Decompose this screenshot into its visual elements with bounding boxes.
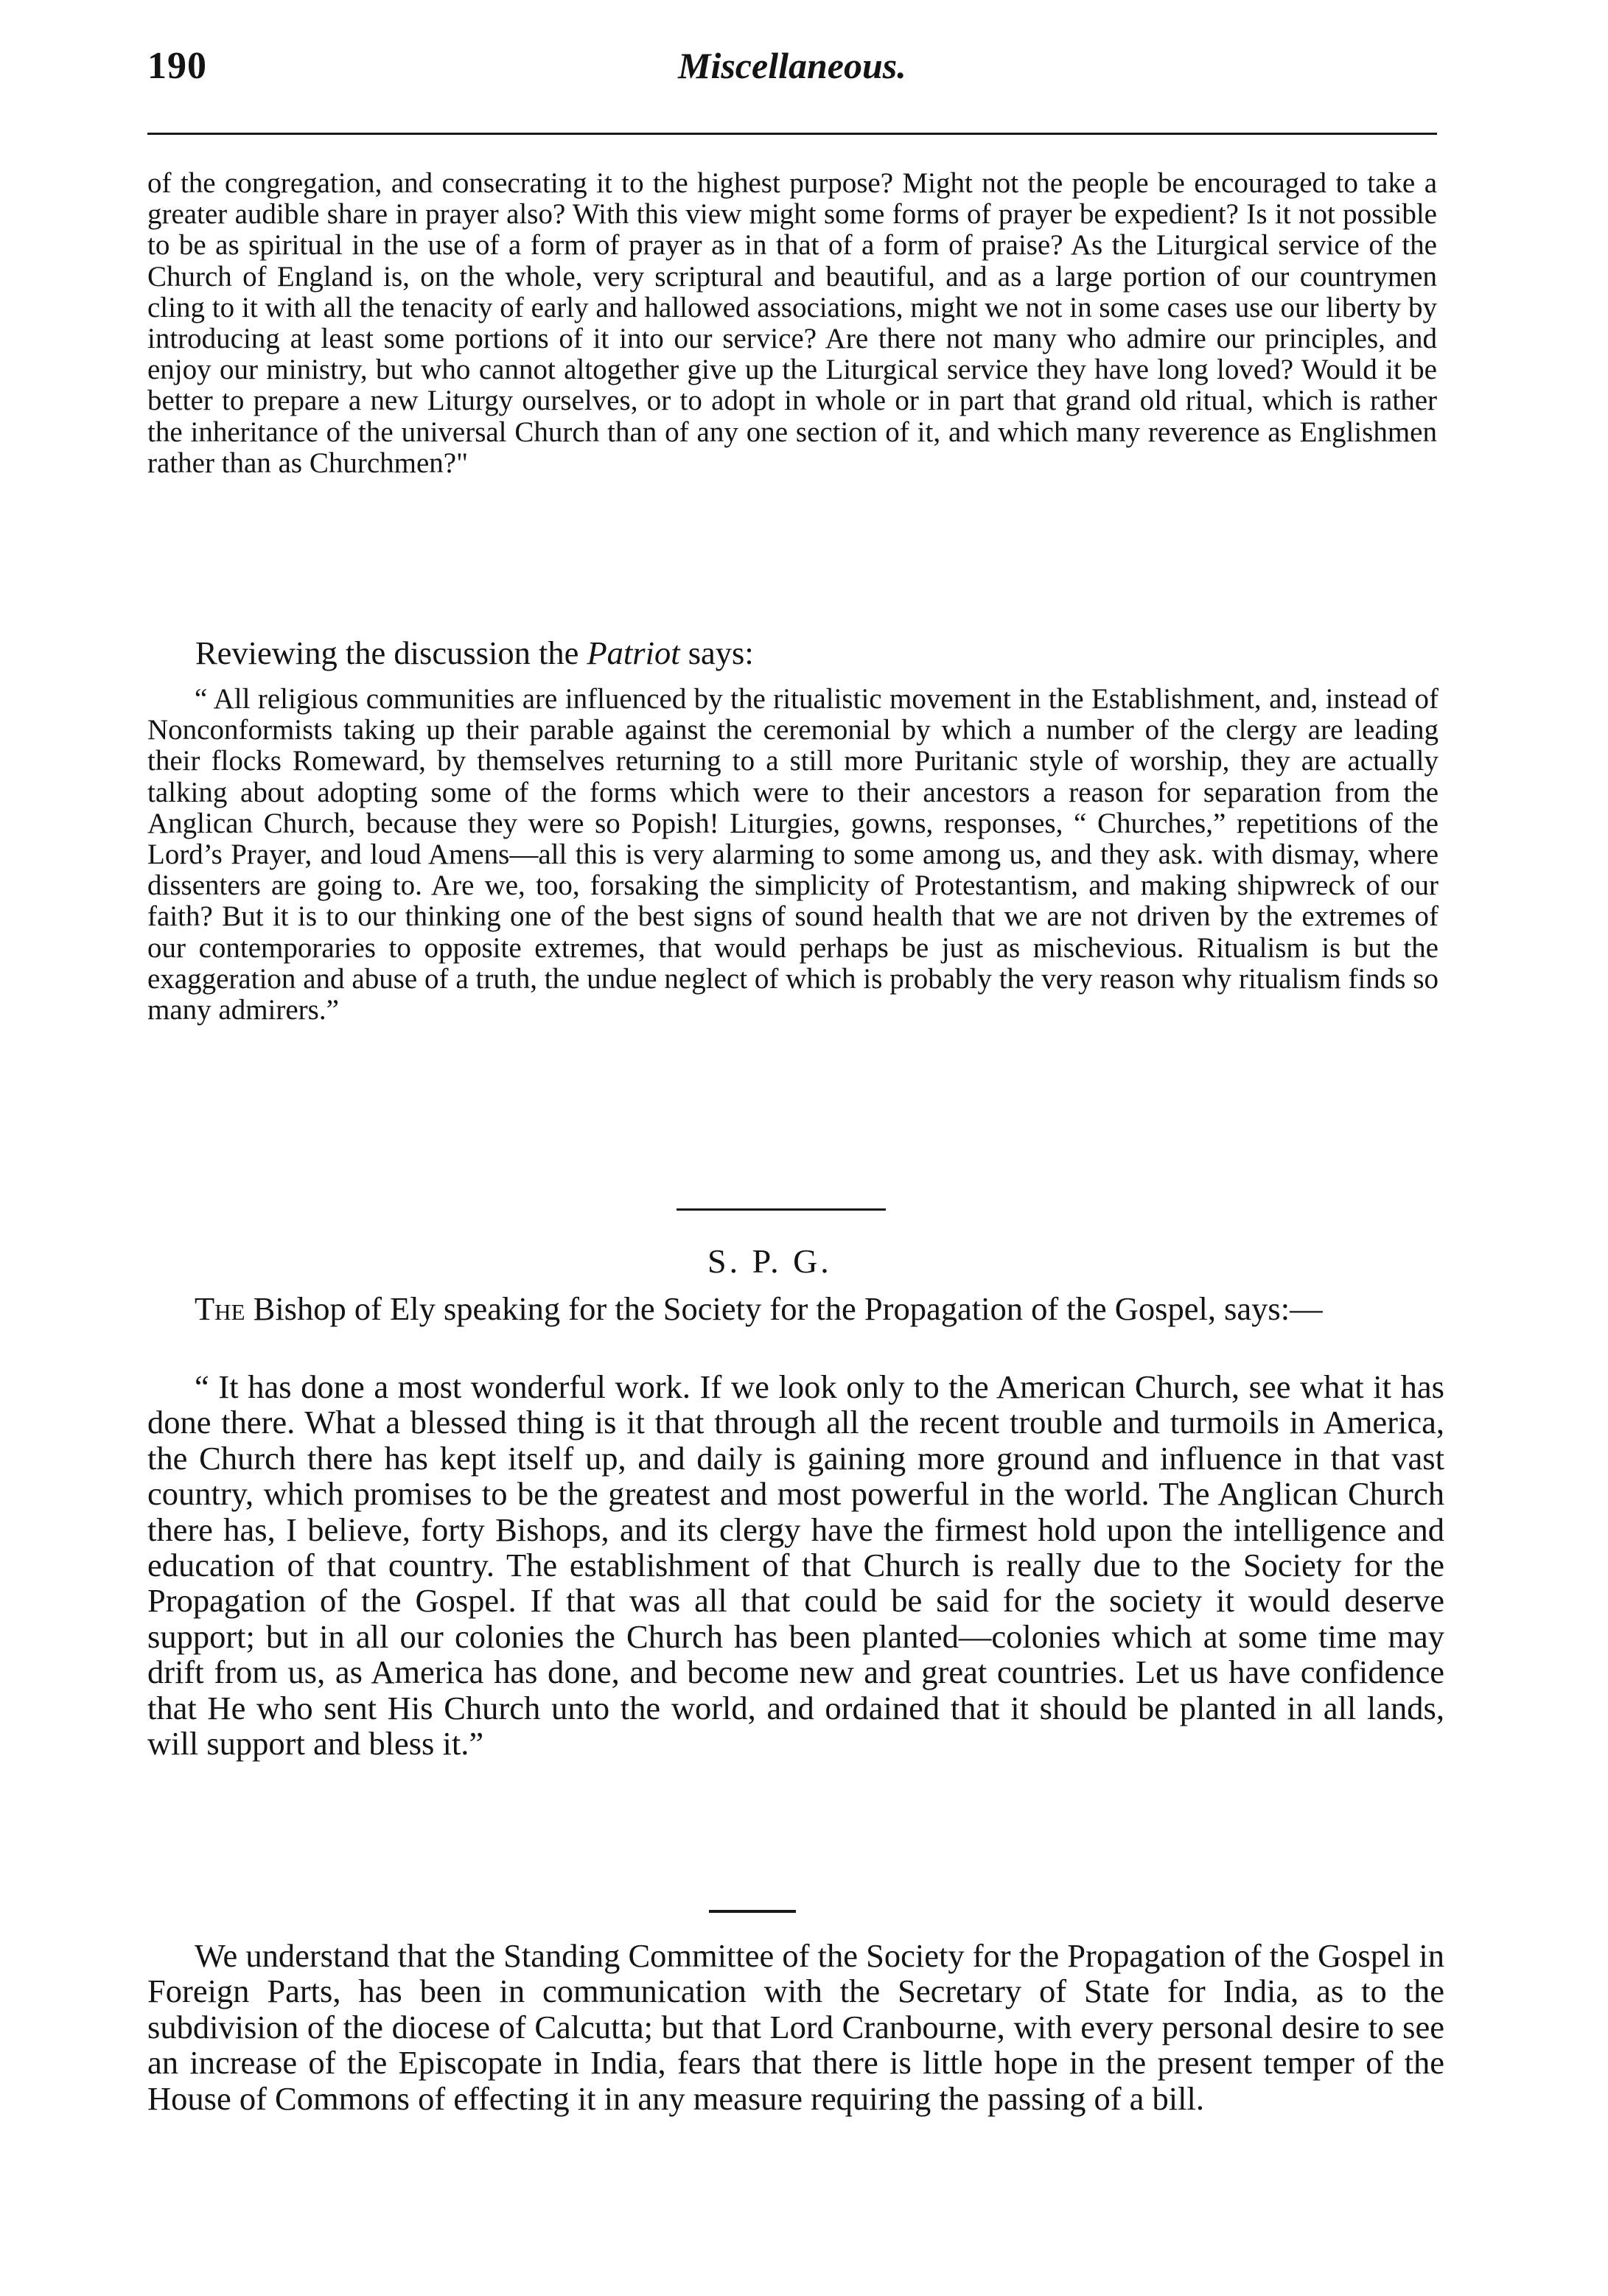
reviewing-intro-paragraph (195, 635, 1448, 671)
section-heading: S. P. G. (707, 1242, 832, 1280)
patriot-quote-paragraph: “ All religious communities are influenced by the ritualistic movement in the Establishment, and, instead of Nonconformists taking up their parable against the ceremonial by which a number of the clergy are leading their flocks Romeward, by themselves returning to a still more Puritanic style of worship, they are actually talking about adopting some of the forms which were to their ancestors a reason for separation from the Anglican Church, because they were so Popish! Liturgies, gowns, responses, “ Churches,” repetitions of the Lord’s Prayer, and loud Amens—all this is very alarming to some among us, and they ask. with dismay, where dissenters are going to. Are we, too, forsaking the simplicity of Protestantism, and making shipwreck of our faith? But it is to our thinking one of the best signs of sound health that we are not driven by the extremes of our contemporaries to opposite extremes, that would perhaps be just as mischevious. Ritualism is but the exaggeration and abuse of a truth, the undue neglect of which is probably the very reason why ritualism finds so many admirers.” (147, 683, 1439, 1026)
page-header (147, 44, 1437, 96)
reviewing-lead-text: Reviewing the discussion the (195, 634, 587, 671)
reviewing-tail-text: says: (679, 634, 754, 671)
short-divider (709, 1910, 796, 1913)
bishop-intro-text: Bishop of Ely speaking for the Society for the Propagation of the Gospel, says:— (245, 1290, 1323, 1327)
header-rule (147, 133, 1437, 135)
bishop-intro-paragraph (147, 1291, 1444, 1326)
page-number: 190 (147, 45, 207, 87)
patriot-title: Patriot (587, 634, 680, 671)
bishop-quote-paragraph: “ It has done a most wonderful work. If we look only to the American Church, see what it has done there. What a blessed thing is it that through all the recent trouble and turmoils in America, the Church there has kept itself up, and daily is gaining more ground and influence in that vast country, which promises to be the greatest and most powerful in the world. The Anglican Church there has, I believe, forty Bishops, and its clergy have the firmest hold upon the intelligence and education of that country. The establishment of that Church is really due to the Society for the Propagation of the Gospel. If that was all that could be said for the society it would deserve support; but in all our colonies the Church has been planted—colonies which at some time may drift from us, as America has done, and become new and great countries. Let us have confidence that He who sent His Church unto the world, and ordained that it should be planted in all lands, will support and bless it.” (147, 1368, 1444, 1763)
continued-quote-paragraph: of the congregation, and consecrating it to the highest purpose? Might not the people be encouraged to take a greater audible share in prayer also? With this view might some forms of prayer be expedient? Is it not possible to be as spiritual in the use of a form of prayer as in that of a form of praise? As the Liturgical service of the Church of England is, on the whole, very scriptural and beautiful, and as a large portion of our countrymen cling to it with all the tenacity of early and hallowed associations, might we not in some cases use our liberty by introducing at least some portions of it into our service? Are there not many who admire our principles, and enjoy our ministry, but who cannot altogether give up the Liturgical service they have long loved? Would it be better to prepare a new Liturgy ourselves, or to adopt in whole or in part that grand old ritual, which is rather the inheritance of the universal Church than of any one section of it, and which many reverence as Englishmen rather than as Churchmen?" (147, 167, 1437, 479)
bishop-lead-word: The (195, 1290, 245, 1327)
committee-paragraph: We understand that the Standing Committee of the Society for the Propagation of the Gospel in Foreign Parts, has been in communication with the Secretary of State for India, as to the subdivision of the diocese of Calcutta; but that Lord Cranbourne, with every personal desire to see an increase of the Episcopate in India, fears that there is little hope in the present temper of the House of Commons of effecting it in any measure requiring the passing of a bill. (147, 1937, 1444, 2117)
running-title: Miscellaneous. (678, 45, 906, 86)
section-divider (677, 1208, 886, 1211)
